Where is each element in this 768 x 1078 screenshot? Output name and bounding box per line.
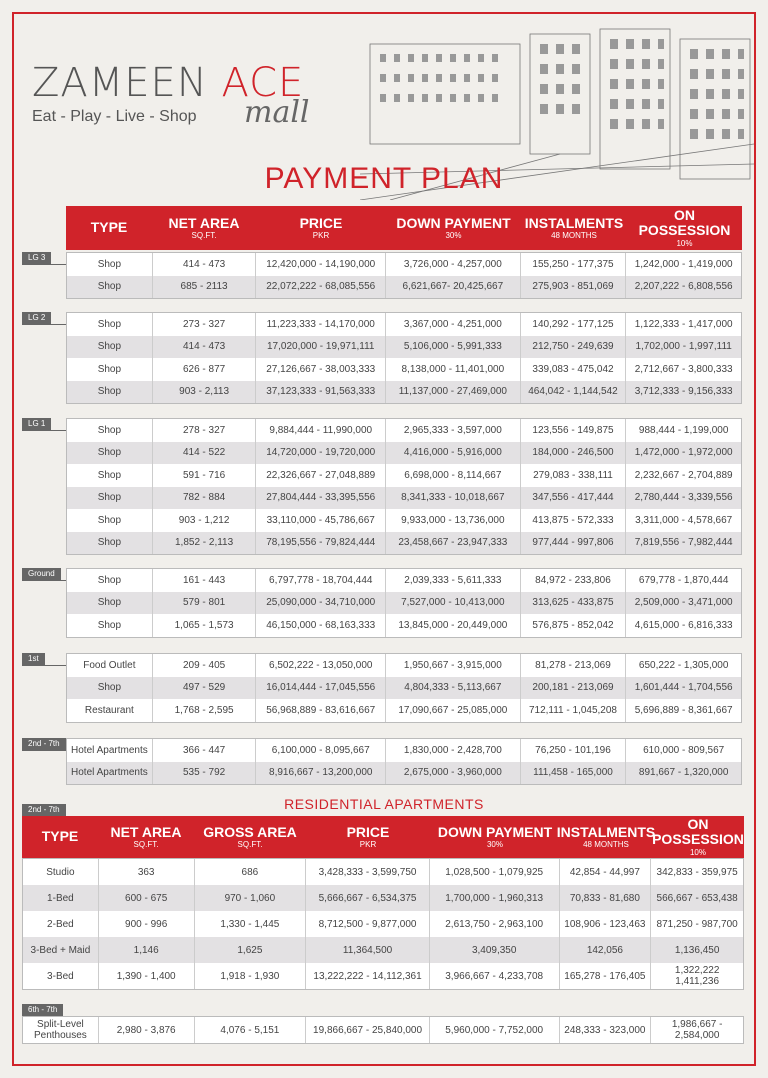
header-label: GROSS AREA <box>203 823 297 840</box>
table-cell: 339,083 - 475,042 <box>521 358 627 381</box>
floor-table <box>66 312 742 404</box>
floor-tag: LG 1 <box>22 418 51 430</box>
table-cell: 626 - 877 <box>153 358 257 381</box>
header-label: PRICE <box>299 214 343 231</box>
table-cell: Shop <box>67 336 153 359</box>
table-cell: Shop <box>67 614 153 637</box>
header-cell <box>386 206 521 250</box>
table-row <box>23 1017 743 1043</box>
table-cell: 161 - 443 <box>153 569 257 592</box>
header-cell <box>556 816 656 858</box>
table-cell: 650,222 - 1,305,000 <box>638 659 729 671</box>
table-row <box>67 509 741 532</box>
table-cell: 3,428,333 - 3,599,750 <box>306 859 430 885</box>
table-row <box>67 739 741 762</box>
brand-tagline: Eat - Play - Live - Shop <box>32 108 197 125</box>
table-cell: 11,223,333 - 14,170,000 <box>256 313 386 336</box>
header-sublabel: SQ.FT. <box>237 839 263 849</box>
floor-tag: 1st <box>22 653 45 665</box>
header-cell <box>194 816 306 858</box>
table-row <box>67 614 741 637</box>
header-label: DOWN PAYMENT <box>396 214 511 231</box>
table-cell: 2,980 - 3,876 <box>99 1017 195 1043</box>
table-cell: Shop <box>67 464 153 487</box>
table-cell: 81,278 - 213,069 <box>521 654 627 677</box>
table-row <box>67 442 741 465</box>
table-cell: 123,556 - 149,875 <box>521 419 627 442</box>
table-cell: 977,444 - 997,806 <box>521 532 627 555</box>
brand-name: ZAMEEN <box>32 60 222 106</box>
table-cell: Food Outlet <box>67 654 153 677</box>
table-cell: 1,918 - 1,930 <box>195 963 307 989</box>
table-cell: 84,972 - 233,806 <box>521 569 627 592</box>
table-cell: 1,702,000 - 1,997,111 <box>635 341 732 353</box>
table-cell: 313,625 - 433,875 <box>521 592 627 615</box>
header-sublabel: 48 MONTHS <box>551 230 597 240</box>
table-cell: 6,502,222 - 13,050,000 <box>256 654 386 677</box>
header-sublabel: 48 MONTHS <box>583 839 629 849</box>
floor-tag: LG 3 <box>22 252 51 264</box>
table-cell: 579 - 801 <box>153 592 257 615</box>
table-cell: 142,056 <box>560 937 652 963</box>
table-cell: 11,137,000 - 27,469,000 <box>386 381 521 404</box>
table-cell: 42,854 - 44,997 <box>560 859 652 885</box>
table-cell: 7,819,556 - 7,982,444 <box>634 537 733 549</box>
table-row <box>67 276 741 299</box>
page-title: PAYMENT PLAN <box>264 162 504 195</box>
table-cell: 11,364,500 <box>306 937 430 963</box>
table-cell: 366 - 447 <box>153 739 257 762</box>
table-cell: 111,458 - 165,000 <box>521 762 627 785</box>
header-label: ON POSSESSION <box>652 815 744 848</box>
table-cell: Studio <box>23 859 99 885</box>
table-cell: 4,804,333 - 5,113,667 <box>386 677 521 700</box>
table-cell: 414 - 522 <box>153 442 257 465</box>
table-cell: 988,444 - 1,199,000 <box>638 424 729 436</box>
table-cell: 1,601,444 - 1,704,556 <box>634 682 733 694</box>
table-cell: 6,698,000 - 8,114,667 <box>386 464 521 487</box>
table-cell: 5,696,889 - 8,361,667 <box>634 704 733 716</box>
floor-tag-rule <box>22 264 66 265</box>
table-cell: 78,195,556 - 79,824,444 <box>256 532 386 555</box>
table-cell: 871,250 - 987,700 <box>656 918 738 930</box>
header-cell <box>521 206 627 250</box>
header-cell <box>256 206 386 250</box>
header-label: NET AREA <box>168 214 240 231</box>
table-cell: 347,556 - 417,444 <box>521 487 627 510</box>
table-row <box>23 937 743 963</box>
table-cell: 3,966,667 - 4,233,708 <box>430 963 560 989</box>
table-cell: 712,111 - 1,045,208 <box>521 699 627 722</box>
table-cell: 275,903 - 851,069 <box>521 276 627 299</box>
table-cell: Shop <box>67 532 153 555</box>
header-label: TYPE <box>90 219 128 236</box>
floor-tag-rule <box>22 580 66 581</box>
table-cell: 5,106,000 - 5,991,333 <box>386 336 521 359</box>
header-label: PRICE <box>346 823 390 840</box>
table-cell: Restaurant <box>67 699 153 722</box>
table-cell: 970 - 1,060 <box>195 885 307 911</box>
header-sublabel: 10% <box>689 847 706 857</box>
header-cell <box>306 816 430 858</box>
header-label: DOWN PAYMENT <box>437 823 553 840</box>
header-cell <box>152 206 256 250</box>
table-cell: Shop <box>67 381 153 404</box>
table-cell: 2,613,750 - 2,963,100 <box>430 911 560 937</box>
table-cell: 2,509,000 - 3,471,000 <box>634 597 733 609</box>
table-row <box>67 253 741 276</box>
table-cell: 1,986,667 - 2,584,000 <box>671 1019 723 1041</box>
table-cell: Shop <box>67 677 153 700</box>
table-cell: 2,232,667 - 2,704,889 <box>634 469 733 481</box>
table-cell: 12,420,000 - 14,190,000 <box>256 253 386 276</box>
table-cell: 903 - 2,113 <box>153 381 257 404</box>
table-cell: 27,804,444 - 33,395,556 <box>256 487 386 510</box>
table-cell: 209 - 405 <box>153 654 257 677</box>
table-cell: 1,852 - 2,113 <box>153 532 257 555</box>
table-cell: Shop <box>67 419 153 442</box>
header-sublabel: PKR <box>312 230 330 240</box>
table-cell: 1,768 - 2,595 <box>153 699 257 722</box>
table-cell: Shop <box>67 442 153 465</box>
table-cell: 782 - 884 <box>153 487 257 510</box>
table-cell: 140,292 - 177,125 <box>521 313 627 336</box>
table-cell: 900 - 996 <box>99 911 195 937</box>
table-cell: 33,110,000 - 45,786,667 <box>256 509 386 532</box>
table-cell: 363 <box>99 859 195 885</box>
table-cell: 891,667 - 1,320,000 <box>638 767 729 779</box>
table-cell: Shop <box>67 253 153 276</box>
table-cell: 591 - 716 <box>153 464 257 487</box>
table-cell: 108,906 - 123,463 <box>560 911 652 937</box>
table-row <box>67 419 741 442</box>
header-cell <box>627 206 742 250</box>
table-cell: 1,700,000 - 1,960,313 <box>430 885 560 911</box>
table-cell: 1,830,000 - 2,428,700 <box>386 739 521 762</box>
table-cell: 3,409,350 <box>430 937 560 963</box>
table-row <box>67 569 741 592</box>
table-cell: 22,326,667 - 27,048,889 <box>256 464 386 487</box>
floor-tag: 2nd - 7th <box>22 738 66 750</box>
table-cell: 212,750 - 249,639 <box>521 336 627 359</box>
table-row <box>23 859 743 885</box>
table-cell: 3,726,000 - 4,257,000 <box>386 253 521 276</box>
table-cell: 576,875 - 852,042 <box>521 614 627 637</box>
table-row <box>67 358 741 381</box>
table-cell: 7,527,000 - 10,413,000 <box>386 592 521 615</box>
table-cell: 414 - 473 <box>153 336 257 359</box>
floor-table <box>66 568 742 638</box>
header-cell <box>22 816 98 858</box>
header-cell <box>66 206 152 250</box>
residential-floor-tag: 2nd - 7th <box>22 804 66 816</box>
floor-tag: Ground <box>22 568 61 580</box>
header-cell <box>652 816 744 858</box>
table-row <box>67 677 741 700</box>
table-cell: 70,833 - 81,680 <box>560 885 652 911</box>
header-label: INSTALMENTS <box>524 214 624 231</box>
header-sublabel: 10% <box>676 238 693 248</box>
table-row <box>23 963 743 989</box>
table-cell: 679,778 - 1,870,444 <box>638 574 729 586</box>
table-row <box>67 762 741 785</box>
header-label: INSTALMENTS <box>556 823 656 840</box>
table-cell: 278 - 327 <box>153 419 257 442</box>
table-cell: 76,250 - 101,196 <box>521 739 627 762</box>
table-row <box>23 911 743 937</box>
table-cell: 685 - 2113 <box>153 276 257 299</box>
table-cell: 17,020,000 - 19,971,111 <box>256 336 386 359</box>
table-cell: 1,625 <box>195 937 307 963</box>
brand-name-accent: ACE <box>221 60 305 106</box>
table-cell: 25,090,000 - 34,710,000 <box>256 592 386 615</box>
residential-title: RESIDENTIAL APARTMENTS <box>284 796 484 812</box>
table-cell: 3,712,333 - 9,156,333 <box>634 386 733 398</box>
table-cell: 13,845,000 - 20,449,000 <box>386 614 521 637</box>
table-cell: 1,028,500 - 1,079,925 <box>430 859 560 885</box>
table-cell: 2,965,333 - 3,597,000 <box>386 419 521 442</box>
table-cell: 46,150,000 - 68,163,333 <box>256 614 386 637</box>
floor-table <box>66 653 742 723</box>
penthouse-table <box>22 1016 744 1044</box>
table-cell: 5,666,667 - 6,534,375 <box>306 885 430 911</box>
table-cell: 3,367,000 - 4,251,000 <box>386 313 521 336</box>
table-cell: 1,472,000 - 1,972,000 <box>634 447 733 459</box>
table-cell: 4,076 - 5,151 <box>195 1017 307 1043</box>
table-cell: 6,100,000 - 8,095,667 <box>256 739 386 762</box>
table-cell: 2,675,000 - 3,960,000 <box>386 762 521 785</box>
table-cell: 184,000 - 246,500 <box>521 442 627 465</box>
table-cell: 56,968,889 - 83,616,667 <box>256 699 386 722</box>
table-cell: 155,250 - 177,375 <box>521 253 627 276</box>
table-cell: Shop <box>67 592 153 615</box>
table-cell: 273 - 327 <box>153 313 257 336</box>
table-cell: 1,136,450 <box>674 944 720 956</box>
table-cell: 600 - 675 <box>99 885 195 911</box>
table-cell: 1,330 - 1,445 <box>195 911 307 937</box>
table-cell: Hotel Apartments <box>67 739 153 762</box>
table-cell: 3-Bed + Maid <box>23 937 99 963</box>
table-cell: 19,866,667 - 25,840,000 <box>306 1017 430 1043</box>
header-sublabel: 30% <box>486 839 503 849</box>
floor-table <box>66 418 742 555</box>
table-cell: 1,242,000 - 1,419,000 <box>634 258 733 270</box>
table-cell: 3,311,000 - 4,578,667 <box>635 514 733 526</box>
table-cell: 27,126,667 - 38,003,333 <box>256 358 386 381</box>
table-cell: 6,797,778 - 18,704,444 <box>256 569 386 592</box>
table-row <box>23 885 743 911</box>
table-cell: 17,090,667 - 25,085,000 <box>386 699 521 722</box>
table-cell: 1,122,333 - 1,417,000 <box>634 318 733 330</box>
header-sublabel: SQ.FT. <box>133 839 159 849</box>
table-cell: 3-Bed <box>23 963 99 989</box>
table-cell: 13,222,222 - 14,112,361 <box>306 963 430 989</box>
penthouse-floor-tag: 6th - 7th <box>22 1004 63 1016</box>
table-cell: 8,916,667 - 13,200,000 <box>256 762 386 785</box>
table-cell: 1,146 <box>99 937 195 963</box>
table-cell: 8,341,333 - 10,018,667 <box>386 487 521 510</box>
table-cell: Hotel Apartments <box>67 762 153 785</box>
header-sublabel: PKR <box>359 839 377 849</box>
header-label: NET AREA <box>110 823 182 840</box>
residential-table <box>22 858 744 990</box>
table-cell: Shop <box>67 569 153 592</box>
table-cell: 1,390 - 1,400 <box>99 963 195 989</box>
table-cell: Shop <box>67 313 153 336</box>
table-cell: 2,039,333 - 5,611,333 <box>386 569 521 592</box>
table-cell: 686 <box>195 859 307 885</box>
brand-script: mall <box>244 95 310 130</box>
table-row <box>67 313 741 336</box>
table-row <box>67 592 741 615</box>
table-cell: 37,123,333 - 91,563,333 <box>256 381 386 404</box>
table-cell: 2,780,444 - 3,339,556 <box>634 492 733 504</box>
table-cell: 903 - 1,212 <box>153 509 257 532</box>
table-cell: 1-Bed <box>23 885 99 911</box>
table-cell: 165,278 - 176,405 <box>560 963 652 989</box>
table-cell: 14,720,000 - 19,720,000 <box>256 442 386 465</box>
table-cell: 200,181 - 213,069 <box>521 677 627 700</box>
table-cell: Split-Level Penthouses <box>23 1017 99 1043</box>
table-cell: 248,333 - 323,000 <box>560 1017 652 1043</box>
table-cell: 2,207,222 - 6,808,556 <box>634 281 733 293</box>
table-cell: 16,014,444 - 17,045,556 <box>256 677 386 700</box>
floor-tag: LG 2 <box>22 312 51 324</box>
table-cell: 497 - 529 <box>153 677 257 700</box>
table-cell: Shop <box>67 509 153 532</box>
header-sublabel: SQ.FT. <box>191 230 217 240</box>
table-row <box>67 336 741 359</box>
table-cell: 464,042 - 1,144,542 <box>521 381 627 404</box>
table-cell: 4,615,000 - 6,816,333 <box>634 619 733 631</box>
table-cell: 413,875 - 572,333 <box>521 509 627 532</box>
table-cell: 9,933,000 - 13,736,000 <box>386 509 521 532</box>
floor-tag-rule <box>22 750 66 751</box>
table-cell: 23,458,667 - 23,947,333 <box>386 532 521 555</box>
table-cell: 566,667 - 653,438 <box>656 892 738 904</box>
header-label: TYPE <box>41 828 79 845</box>
table-cell: 2,712,667 - 3,800,333 <box>634 363 733 375</box>
table-cell: Shop <box>67 276 153 299</box>
table-cell: 5,960,000 - 7,752,000 <box>430 1017 560 1043</box>
table-cell: 342,833 - 359,975 <box>656 866 738 878</box>
table-row <box>67 464 741 487</box>
floor-tag-rule <box>22 430 66 431</box>
floor-tag-rule <box>22 665 66 666</box>
floor-table <box>66 738 742 785</box>
table-cell: 4,416,000 - 5,916,000 <box>386 442 521 465</box>
table-cell: 8,712,500 - 9,877,000 <box>306 911 430 937</box>
table-cell: 414 - 473 <box>153 253 257 276</box>
table-cell: Shop <box>67 358 153 381</box>
floor-tag-rule <box>22 324 66 325</box>
residential-table-header <box>22 816 744 858</box>
table-row <box>67 532 741 555</box>
table-row <box>67 381 741 404</box>
table-cell: 1,322,222 1,411,236 <box>674 965 720 987</box>
table-cell: 279,083 - 338,111 <box>521 464 627 487</box>
table-cell: 1,950,667 - 3,915,000 <box>386 654 521 677</box>
table-cell: 610,000 - 809,567 <box>643 744 725 756</box>
table-cell: Shop <box>67 487 153 510</box>
table-cell: 1,065 - 1,573 <box>153 614 257 637</box>
table-row <box>67 487 741 510</box>
header-cell <box>430 816 560 858</box>
header-cell <box>98 816 194 858</box>
table-cell: 22,072,222 - 68,085,556 <box>256 276 386 299</box>
floor-table <box>66 252 742 299</box>
table-cell: 8,138,000 - 11,401,000 <box>386 358 521 381</box>
table-row <box>67 699 741 722</box>
table-cell: 2-Bed <box>23 911 99 937</box>
commercial-table-header <box>66 206 742 250</box>
table-cell: 6,621,667- 20,425,667 <box>386 276 521 299</box>
table-row <box>67 654 741 677</box>
table-cell: 9,884,444 - 11,990,000 <box>256 419 386 442</box>
header-sublabel: 30% <box>445 230 462 240</box>
header-label: ON POSSESSION <box>638 206 731 239</box>
table-cell: 535 - 792 <box>153 762 257 785</box>
